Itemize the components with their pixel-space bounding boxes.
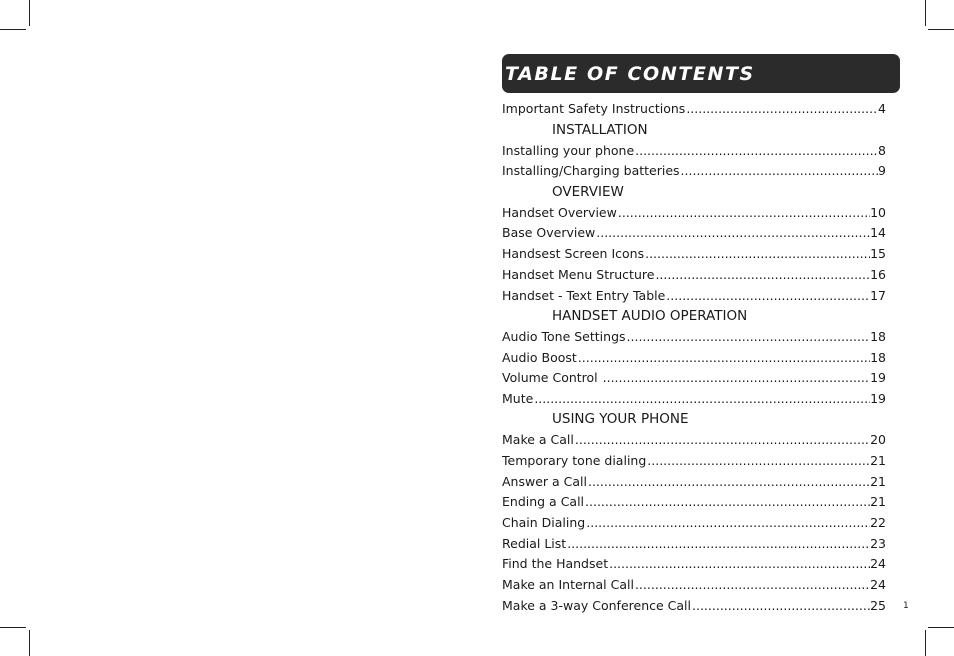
toc-entry-title: Handset - Text Entry Table ..... [502, 286, 870, 306]
crop-mark [928, 627, 954, 628]
toc-entry-page: 9 [878, 163, 886, 179]
toc-entry[interactable] [502, 451, 886, 472]
toc-entry-title: Audio Boost ..... [502, 348, 870, 368]
toc-entry-page: 18 [870, 328, 886, 344]
toc-entry-page: 17 [870, 287, 886, 303]
toc-entry-title: Handsest Screen Icons ..... [502, 244, 870, 264]
toc-entry[interactable] [502, 244, 886, 265]
toc-entry-page: 21 [870, 494, 886, 510]
toc-entry[interactable] [502, 285, 886, 306]
toc-entry[interactable] [502, 327, 886, 348]
toc-entry-title: Make a 3-way Conference Call ..... [502, 596, 870, 616]
toc-entry-page: 24 [870, 577, 886, 593]
toc-entry-title: Temporary tone dialing ..... [502, 451, 870, 471]
toc-entry[interactable] [502, 575, 886, 596]
toc-entry-title: Important Safety Instructions ..... [502, 99, 878, 119]
toc-header-banner [502, 54, 900, 93]
toc-entry[interactable] [502, 223, 886, 244]
toc-entry-title: Answer a Call ..... [502, 472, 870, 492]
page-number: 1 [903, 601, 909, 611]
toc-entry-page: 19 [870, 370, 886, 386]
toc-entry-page: 24 [870, 556, 886, 572]
crop-mark [925, 630, 926, 656]
toc-entry-title: Ending a Call ..... [502, 492, 870, 512]
toc-entry-title: Make an Internal Call ..... [502, 575, 870, 595]
toc-entry[interactable] [502, 596, 886, 617]
toc-entry-title: Handset Overview ..... [502, 203, 870, 223]
toc-entry-page: 21 [870, 453, 886, 469]
toc-entry-page: 25 [870, 597, 886, 613]
toc-entry-title: Chain Dialing ..... [502, 513, 870, 533]
toc-entry-title: Handset Menu Structure ..... [502, 265, 870, 285]
toc-entry-page: 21 [870, 473, 886, 489]
crop-mark [0, 29, 26, 30]
toc-entry-page: 15 [870, 246, 886, 262]
toc-entry-page: 10 [870, 204, 886, 220]
toc-list [502, 99, 886, 616]
toc-entry-page: 8 [878, 142, 886, 158]
toc-entry[interactable] [502, 430, 886, 451]
toc-entry[interactable] [502, 99, 886, 120]
toc-entry[interactable] [502, 202, 886, 223]
toc-entry[interactable] [502, 140, 886, 161]
toc-entry-title: Volume Control ..... [502, 368, 870, 388]
toc-entry-page: 4 [878, 101, 886, 117]
toc-entry[interactable] [502, 265, 886, 286]
toc-entry-title: Find the Handset ..... [502, 554, 870, 574]
crop-mark [925, 0, 926, 26]
toc-entry-title: Installing/Charging batteries ..... [502, 161, 878, 181]
toc-entry-page: 22 [870, 515, 886, 531]
toc-entry-page: 16 [870, 266, 886, 282]
toc-entry[interactable] [502, 471, 886, 492]
toc-section-heading: HANDSET AUDIO OPERATION [552, 307, 748, 324]
toc-entry-page: 18 [870, 349, 886, 365]
toc-entry-page: 19 [870, 390, 886, 406]
page-title: TABLE OF CONTENTS [505, 63, 755, 85]
toc-entry-title: Make a Call ..... [502, 430, 870, 450]
toc-entry[interactable] [502, 368, 886, 389]
toc-entry-title: Installing your phone ..... [502, 141, 878, 161]
toc-entry[interactable] [502, 513, 886, 534]
toc-entry-title: Audio Tone Settings ..... [502, 327, 870, 347]
toc-section-heading: USING YOUR PHONE [552, 411, 689, 428]
toc-section-heading: INSTALLATION [552, 121, 648, 138]
toc-entry[interactable] [502, 554, 886, 575]
crop-mark [928, 29, 954, 30]
crop-mark [29, 0, 30, 26]
toc-section-heading: OVERVIEW [552, 183, 624, 200]
toc-entry-page: 20 [870, 432, 886, 448]
toc-entry[interactable] [502, 389, 886, 410]
toc-entry-page: 23 [870, 535, 886, 551]
toc-entry-title: Base Overview ..... [502, 223, 870, 243]
toc-entry[interactable] [502, 161, 886, 182]
toc-entry[interactable] [502, 533, 886, 554]
toc-entry-title: Redial List ..... [502, 534, 870, 554]
toc-entry[interactable] [502, 347, 886, 368]
toc-entry[interactable] [502, 492, 886, 513]
toc-entry-title: Mute ..... [502, 389, 870, 409]
toc-entry-page: 14 [870, 225, 886, 241]
crop-mark [0, 627, 26, 628]
crop-mark [29, 630, 30, 656]
